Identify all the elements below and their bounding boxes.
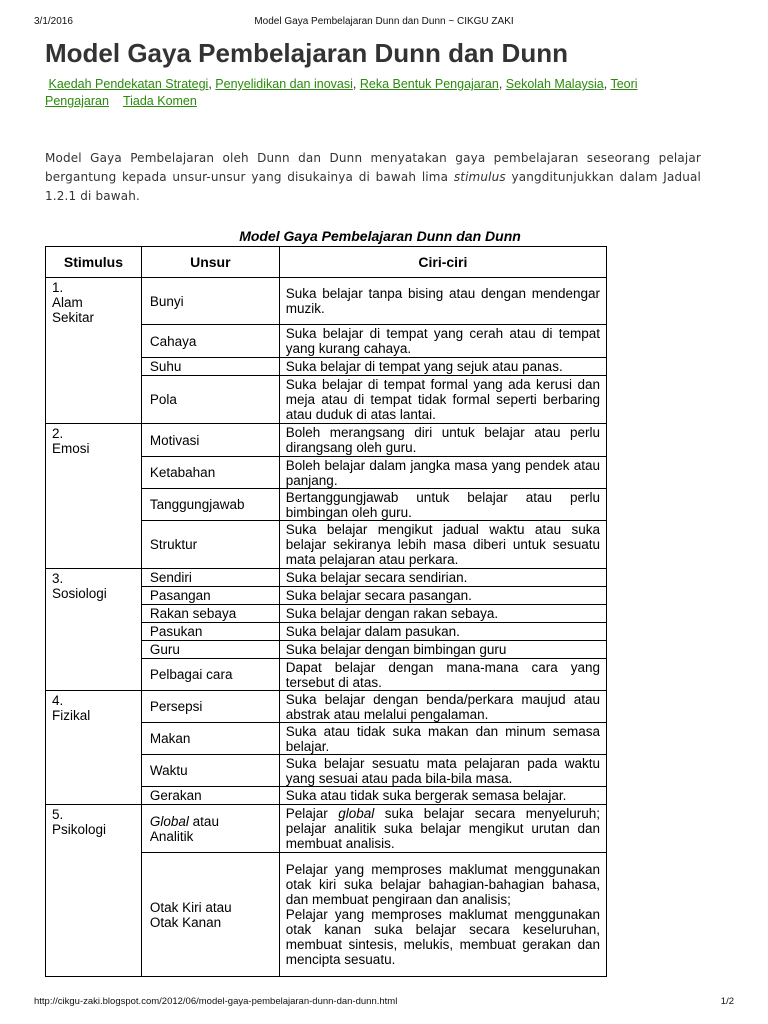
unsur-cell: Pola <box>141 376 279 424</box>
table-row <box>46 569 607 587</box>
ciri-cell: Suka belajar secara pasangan. <box>279 587 606 605</box>
post-labels: Kaedah Pendekatan Strategi, Penyelidikan dan inovasi, Reka Bentuk Pengajaran, Sekolah Malaysia, Teori Pengajaran Tiada Komen <box>45 77 638 108</box>
label-link[interactable]: Teori Pengajaran <box>45 77 638 108</box>
unsur-cell: Gerakan <box>141 787 279 805</box>
unsur-cell: Tanggungjawab <box>141 489 279 521</box>
unsur-cell: Waktu <box>141 755 279 787</box>
unsur-cell: Suhu <box>141 358 279 376</box>
stimulus-cell: 5. Psikologi <box>46 805 142 977</box>
unsur-cell: Bunyi <box>141 278 279 325</box>
ciri-cell: Suka belajar mengikut jadual waktu atau suka belajar sekiranya lebih masa diberi untuk sesuatu mata pelajaran atau perkara. <box>279 521 606 569</box>
unsur-cell: Ketabahan <box>141 457 279 489</box>
stimulus-cell: 1. Alam Sekitar <box>46 278 142 424</box>
unsur-cell: Makan <box>141 723 279 755</box>
column-header: Unsur <box>141 247 279 278</box>
print-url: http://cikgu-zaki.blogspot.com/2012/06/model-gaya-pembelajaran-dunn-dan-dunn.html <box>34 996 398 1007</box>
label-link[interactable]: Sekolah Malaysia <box>505 77 604 91</box>
ciri-cell: Suka atau tidak suka makan dan minum semasa belajar. <box>279 723 606 755</box>
label-link[interactable]: Kaedah Pendekatan Strategi <box>48 77 209 91</box>
ciri-cell: Suka atau tidak suka bergerak semasa belajar. <box>279 787 606 805</box>
stimulus-cell: 2. Emosi <box>46 424 142 569</box>
table-caption: Model Gaya Pembelajaran Dunn dan Dunn <box>239 228 521 244</box>
table-row <box>46 278 607 325</box>
table-row <box>46 424 607 457</box>
ciri-cell: Suka belajar di tempat formal yang ada kerusi dan meja atau di tempat tidak formal seperti berbaring atau duduk di atas lantai. <box>279 376 606 424</box>
page-number: 1/2 <box>720 996 734 1007</box>
ciri-cell: Boleh belajar dalam jangka masa yang pendek atau panjang. <box>279 457 606 489</box>
ciri-cell: Suka belajar di tempat yang cerah atau di tempat yang kurang cahaya. <box>279 325 606 358</box>
label-link[interactable]: Penyelidikan dan inovasi <box>215 77 353 91</box>
unsur-cell: Cahaya <box>141 325 279 358</box>
stimulus-cell: 4. Fizikal <box>46 691 142 805</box>
ciri-cell: Suka belajar sesuatu mata pelajaran pada waktu yang sesuai atau pada bila-bila masa. <box>279 755 606 787</box>
unsur-cell: Persepsi <box>141 691 279 723</box>
unsur-cell: Sendiri <box>141 569 279 587</box>
unsur-cell: Pelbagai cara <box>141 659 279 691</box>
intro-paragraph: Model Gaya Pembelajaran oleh Dunn dan Dunn menyatakan gaya pembelajaran seseorang pelajar bergantung kepada unsur-unsur yang disukainya di bawah lima stimulus yangditunjukkan dalam Jadual 1.2.1 di bawah. <box>45 151 701 203</box>
unsur-cell: Pasukan <box>141 623 279 641</box>
ciri-cell: Suka belajar secara sendirian. <box>279 569 606 587</box>
unsur-cell: Rakan sebaya <box>141 605 279 623</box>
print-header-title: Model Gaya Pembelajaran Dunn dan Dunn ~ CIKGU ZAKI <box>254 16 514 27</box>
learning-style-table <box>45 246 607 977</box>
unsur-cell: Otak Kiri atau Otak Kanan <box>141 853 279 977</box>
ciri-cell: Dapat belajar dengan mana-mana cara yang tersebut di atas. <box>279 659 606 691</box>
ciri-cell: Suka belajar dalam pasukan. <box>279 623 606 641</box>
ciri-cell: Suka belajar dengan rakan sebaya. <box>279 605 606 623</box>
ciri-cell: Suka belajar dengan bimbingan guru <box>279 641 606 659</box>
ciri-cell: Suka belajar tanpa bising atau dengan mendengar muzik. <box>279 278 606 325</box>
ciri-cell: Boleh merangsang diri untuk belajar atau perlu dirangsang oleh guru. <box>279 424 606 457</box>
ciri-cell: Pelajar global suka belajar secara menyeluruh; pelajar analitik suka belajar mengikut urutan dan membuat analisis. <box>279 805 606 853</box>
print-date: 3/1/2016 <box>34 16 73 27</box>
unsur-cell: Global atau Analitik <box>141 805 279 853</box>
unsur-cell: Pasangan <box>141 587 279 605</box>
unsur-cell: Struktur <box>141 521 279 569</box>
ciri-cell: Bertanggungjawab untuk belajar atau perlu bimbingan oleh guru. <box>279 489 606 521</box>
ciri-cell: Suka belajar di tempat yang sejuk atau panas. <box>279 358 606 376</box>
unsur-cell: Guru <box>141 641 279 659</box>
ciri-cell: Suka belajar dengan benda/perkara maujud atau abstrak atau melalui pengalaman. <box>279 691 606 723</box>
table-row <box>46 691 607 723</box>
label-link[interactable]: Reka Bentuk Pengajaran <box>359 77 499 91</box>
post-title: Model Gaya Pembelajaran Dunn dan Dunn <box>45 38 568 68</box>
comments-link[interactable]: Tiada Komen <box>122 94 197 108</box>
column-header: Ciri-ciri <box>279 247 606 278</box>
table-row <box>46 805 607 853</box>
table-header-row <box>46 247 607 278</box>
unsur-cell: Motivasi <box>141 424 279 457</box>
stimulus-cell: 3. Sosiologi <box>46 569 142 691</box>
ciri-cell: Pelajar yang memproses maklumat menggunakan otak kiri suka belajar bahagian-bahagian bahasa, dan membuat pengiraan dan analisis; Pelajar yang memproses maklumat menggunakan otak kanan suka belajar secara keseluruhan, membuat sintesis, melukis, membuat gerakan dan mencipta sesuatu. <box>279 853 606 977</box>
column-header: Stimulus <box>46 247 142 278</box>
